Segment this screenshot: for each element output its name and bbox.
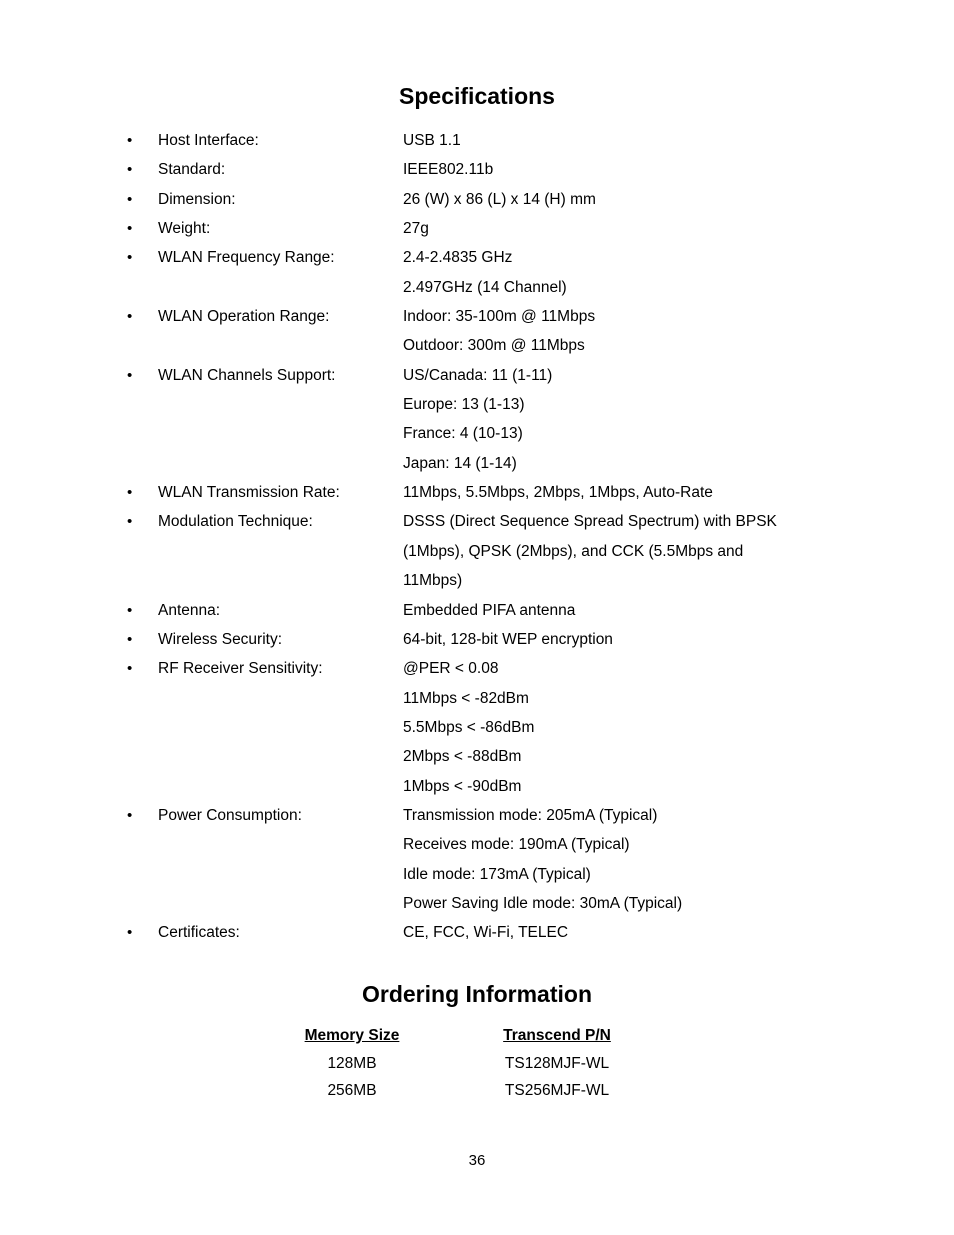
bullet-icon: •: [127, 366, 133, 384]
bullet-icon: •: [127, 220, 133, 238]
spec-label: Weight:: [158, 220, 211, 238]
spec-label: Wireless Security:: [158, 630, 283, 648]
specifications-list: [0, 126, 954, 948]
spec-line: [0, 419, 954, 448]
ordering-table-header: [0, 1022, 954, 1050]
spec-label: WLAN Transmission Rate:: [158, 484, 340, 502]
spec-label: RF Receiver Sensitivity:: [158, 660, 323, 678]
spec-value: DSSS (Direct Sequence Spread Spectrum) with BPSK: [403, 513, 777, 531]
spec-line: [0, 596, 954, 625]
spec-line: [0, 742, 954, 771]
spec-label: Certificates:: [158, 924, 240, 942]
spec-value: Embedded PIFA antenna: [403, 601, 576, 619]
spec-line: [0, 772, 954, 801]
spec-value: 2.497GHz (14 Channel): [403, 278, 567, 296]
spec-line: [0, 507, 954, 536]
spec-line: [0, 214, 954, 243]
spec-item: [0, 801, 954, 918]
page-number: 36: [468, 1152, 486, 1169]
bullet-icon: •: [127, 601, 133, 619]
spec-line: [0, 654, 954, 683]
spec-item: [0, 126, 954, 155]
bullet-icon: •: [127, 660, 133, 678]
part-number-header: Transcend P/N: [503, 1027, 611, 1044]
spec-line: [0, 830, 954, 859]
bullet-icon: •: [127, 806, 133, 824]
bullet-icon: •: [127, 249, 133, 267]
spec-line: [0, 331, 954, 360]
memory-size-header: Memory Size: [304, 1027, 400, 1044]
spec-line: [0, 801, 954, 830]
spec-line: [0, 860, 954, 889]
spec-item: [0, 596, 954, 625]
bullet-icon: •: [127, 484, 133, 502]
bullet-icon: •: [127, 190, 133, 208]
spec-value: 11Mbps, 5.5Mbps, 2Mbps, 1Mbps, Auto-Rate: [403, 484, 713, 502]
spec-value: Japan: 14 (1-14): [403, 454, 517, 472]
spec-value: USB 1.1: [403, 132, 461, 149]
bullet-icon: •: [127, 308, 133, 326]
bullet-icon: •: [127, 513, 133, 531]
spec-value: US/Canada: 11 (1-11): [403, 366, 553, 384]
spec-value: Indoor: 35-100m @ 11Mbps: [403, 308, 596, 326]
spec-line: [0, 185, 954, 214]
spec-label: Antenna:: [158, 601, 221, 619]
part-number-cell: TS128MJF-WL: [504, 1054, 610, 1072]
specifications-title: Specifications: [399, 83, 555, 109]
ordering-table-row: [0, 1050, 954, 1078]
spec-line: [0, 449, 954, 478]
spec-line: [0, 243, 954, 272]
spec-label: Power Consumption:: [158, 806, 302, 824]
spec-line: [0, 390, 954, 419]
spec-value: Power Saving Idle mode: 30mA (Typical): [403, 894, 683, 912]
spec-item: [0, 507, 954, 595]
spec-label: WLAN Operation Range:: [158, 308, 330, 326]
spec-line: [0, 625, 954, 654]
spec-label: Host Interface:: [158, 132, 259, 149]
spec-item: [0, 302, 954, 361]
spec-line: [0, 302, 954, 331]
spec-item: [0, 243, 954, 302]
spec-value: Receives mode: 190mA (Typical): [403, 836, 630, 854]
spec-value: Idle mode: 173mA (Typical): [403, 865, 591, 883]
spec-line: [0, 155, 954, 184]
spec-line: [0, 713, 954, 742]
spec-line: [0, 684, 954, 713]
spec-value: 2Mbps < -88dBm: [403, 748, 522, 766]
spec-value: 11Mbps): [403, 572, 463, 590]
spec-line: [0, 566, 954, 595]
spec-line: [0, 889, 954, 918]
spec-label: Modulation Technique:: [158, 513, 313, 531]
spec-line: [0, 918, 954, 947]
spec-line: [0, 126, 954, 155]
memory-size-cell: 256MB: [327, 1082, 377, 1099]
spec-item: [0, 918, 954, 947]
bullet-icon: •: [127, 132, 133, 149]
spec-value: IEEE802.11b: [403, 161, 494, 179]
spec-value: 1Mbps < -90dBm: [403, 777, 522, 795]
part-number-cell: TS256MJF-WL: [504, 1082, 610, 1099]
spec-line: [0, 273, 954, 302]
spec-value: @PER < 0.08: [403, 660, 499, 678]
spec-label: WLAN Channels Support:: [158, 366, 336, 384]
spec-label: Standard:: [158, 161, 226, 179]
spec-line: [0, 361, 954, 390]
bullet-icon: •: [127, 924, 133, 942]
spec-item: [0, 625, 954, 654]
spec-item: [0, 185, 954, 214]
ordering-table-row: [0, 1077, 954, 1105]
spec-value: 5.5Mbps < -86dBm: [403, 718, 535, 736]
spec-value: 64-bit, 128-bit WEP encryption: [403, 630, 613, 648]
spec-label: WLAN Frequency Range:: [158, 249, 335, 267]
spec-item: [0, 361, 954, 478]
memory-size-cell: 128MB: [327, 1054, 377, 1072]
spec-item: [0, 214, 954, 243]
spec-value: 26 (W) x 86 (L) x 14 (H) mm: [403, 190, 596, 208]
spec-value: 27g: [403, 220, 429, 238]
spec-line: [0, 478, 954, 507]
spec-value: (1Mbps), QPSK (2Mbps), and CCK (5.5Mbps and: [403, 542, 744, 560]
spec-label: Dimension:: [158, 190, 236, 208]
spec-value: 11Mbps < -82dBm: [403, 689, 529, 707]
bullet-icon: •: [127, 630, 133, 648]
spec-value: Europe: 13 (1-13): [403, 396, 525, 414]
spec-value: 2.4-2.4835 GHz: [403, 249, 513, 267]
spec-line: [0, 537, 954, 566]
ordering-table: [0, 1022, 954, 1105]
spec-item: [0, 478, 954, 507]
ordering-information-title: Ordering Information: [362, 981, 592, 1007]
spec-value: CE, FCC, Wi-Fi, TELEC: [403, 924, 569, 942]
bullet-icon: •: [127, 161, 133, 179]
spec-value: Transmission mode: 205mA (Typical): [403, 806, 658, 824]
spec-value: Outdoor: 300m @ 11Mbps: [403, 337, 585, 355]
spec-value: France: 4 (10-13): [403, 425, 523, 443]
spec-item: [0, 155, 954, 184]
spec-item: [0, 654, 954, 801]
